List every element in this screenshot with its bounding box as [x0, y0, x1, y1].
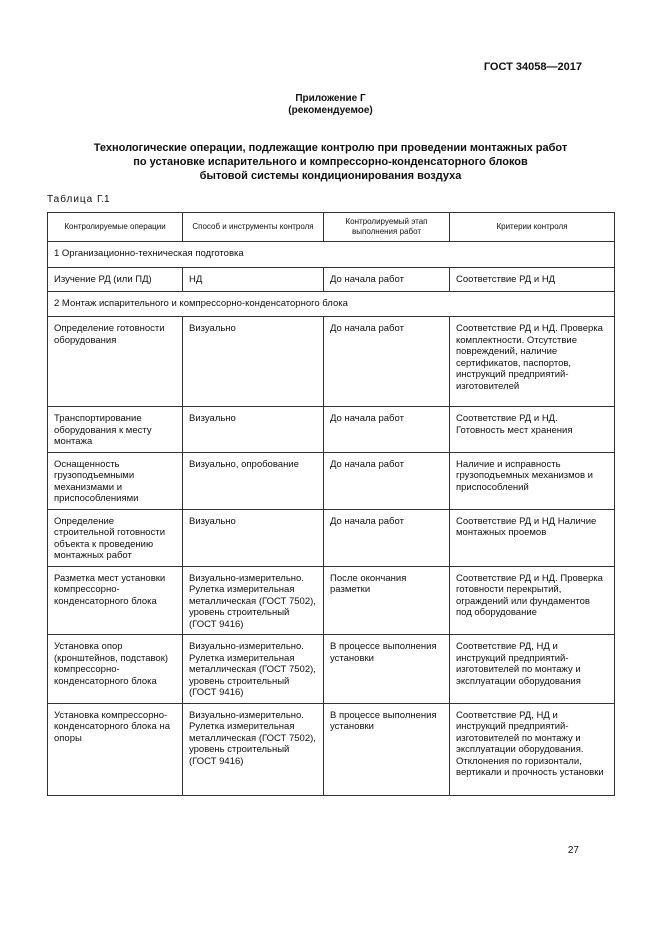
cell-operation: Оснащенность грузоподъемными механизмами и приспособлениями	[48, 452, 183, 509]
title-line: Технологические операции, подлежащие контролю при проведении монтажных работ	[93, 142, 568, 154]
cell-operation: Разметка мест установки компрессорно-конденсаторного блока	[48, 566, 183, 635]
control-operations-table	[47, 212, 615, 796]
table-caption-number: Г.1	[97, 194, 110, 205]
cell-operation: Определение строительной готовности объекта к проведению монтажных работ	[48, 509, 183, 566]
cell-method: Визуально-измерительно. Рулетка измерительная металлическая (ГОСТ 7502), уровень строительный (ГОСТ 9416)	[183, 703, 324, 795]
appendix-status: (рекомендуемое)	[288, 105, 373, 116]
column-header-method: Способ и инструменты контроля	[183, 213, 324, 242]
cell-operation: Транспортирование оборудования к месту монтажа	[48, 407, 183, 453]
table-row	[48, 566, 615, 635]
cell-criteria: Соответствие РД и НД. Проверка комплектности. Отсутствие повреждений, наличие сертификатов, паспортов, инструкций предприятий-изготовителей	[450, 317, 615, 407]
section-row	[48, 242, 615, 268]
cell-stage: В процессе выполнения установки	[324, 703, 450, 795]
column-header-stage: Контролируемый этап выполнения работ	[324, 213, 450, 242]
table-row	[48, 317, 615, 407]
cell-operation: Установка опор (кронштейнов, подставок) компрессорно-конденсаторного блока	[48, 635, 183, 704]
cell-stage: После окончания разметки	[324, 566, 450, 635]
section-title: 2 Монтаж испарительного и компрессорно-конденсаторного блока	[48, 291, 615, 317]
cell-method: НД	[183, 267, 324, 291]
column-header-operations: Контролируемые операции	[48, 213, 183, 242]
table-row	[48, 509, 615, 566]
table-row	[48, 635, 615, 704]
cell-method: Визуально	[183, 509, 324, 566]
cell-stage: До начала работ	[324, 407, 450, 453]
cell-stage: До начала работ	[324, 509, 450, 566]
cell-stage: До начала работ	[324, 317, 450, 407]
cell-method: Визуально-измерительно. Рулетка измерительная металлическая (ГОСТ 7502), уровень строительный (ГОСТ 9416)	[183, 566, 324, 635]
cell-method: Визуально	[183, 317, 324, 407]
section-title: 1 Организационно-техническая подготовка	[48, 242, 615, 268]
cell-stage: В процессе выполнения установки	[324, 635, 450, 704]
table-row	[48, 452, 615, 509]
document-code: ГОСТ 34058—2017	[483, 61, 582, 73]
cell-method: Визуально-измерительно. Рулетка измерительная металлическая (ГОСТ 7502), уровень строительный (ГОСТ 9416)	[183, 635, 324, 704]
cell-method: Визуально, опробование	[183, 452, 324, 509]
cell-method: Визуально	[183, 407, 324, 453]
cell-operation: Установка компрессорно-конденсаторного блока на опоры	[48, 703, 183, 795]
cell-operation: Изучение РД (или ПД)	[48, 267, 183, 291]
title-line: по установке испарительного и компрессорно-конденсаторного блоков	[133, 156, 528, 168]
cell-criteria: Соответствие РД, НД и инструкций предприятий-изготовителей по монтажу и эксплуатации оборудования. Отклонения по горизонтали, вертикали и прочность установки	[450, 703, 615, 795]
page-title	[50, 141, 611, 183]
column-header-criteria: Критерии контроля	[450, 213, 615, 242]
table-header-row	[48, 213, 615, 242]
page-number: 27	[567, 845, 579, 856]
appendix-heading	[0, 93, 661, 117]
table-caption-label: Таблица	[47, 194, 94, 205]
cell-criteria: Соответствие РД и НД. Готовность мест хранения	[450, 407, 615, 453]
cell-criteria: Соответствие РД и НД. Проверка готовности перекрытий, ограждений или фундаментов под оборудование	[450, 566, 615, 635]
table-row	[48, 267, 615, 291]
appendix-title: Приложение Г	[295, 93, 366, 104]
cell-criteria: Соответствие РД, НД и инструкций предприятий-изготовителей по монтажу и эксплуатации оборудования	[450, 635, 615, 704]
table-row	[48, 407, 615, 453]
cell-operation: Определение готовности оборудования	[48, 317, 183, 407]
cell-criteria: Соответствие РД и НД	[450, 267, 615, 291]
cell-stage: До начала работ	[324, 267, 450, 291]
title-line: бытовой системы кондиционирования воздуха	[199, 170, 462, 182]
table-row	[48, 703, 615, 795]
cell-stage: До начала работ	[324, 452, 450, 509]
section-row	[48, 291, 615, 317]
cell-criteria: Наличие и исправность грузоподъемных механизмов и приспособлений	[450, 452, 615, 509]
table-caption	[47, 194, 110, 205]
cell-criteria: Соответствие РД и НД Наличие монтажных проемов	[450, 509, 615, 566]
